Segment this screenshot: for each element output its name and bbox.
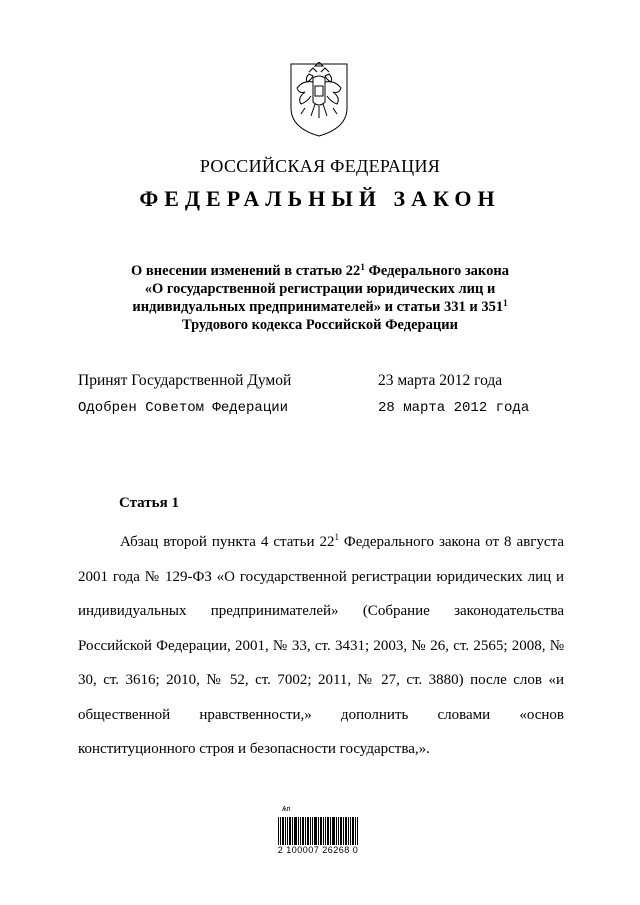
document-type-heading: ФЕДЕРАЛЬНЫЙ ЗАКОН	[139, 186, 501, 211]
article-1-text	[78, 525, 564, 767]
article-1-superscript: 1	[334, 532, 339, 542]
title-line-4: Трудового кодекса Российской Федерации	[182, 317, 458, 333]
double-headed-eagle-icon	[287, 62, 351, 138]
title-line-2: «О государственной регистрации юридических лиц и	[144, 281, 496, 297]
duma-adoption-date: 23 марта 2012 года	[378, 372, 503, 389]
duma-adoption-label: Принят Государственной Думой	[78, 372, 292, 389]
title-line-1: О внесении изменений в статью 22	[131, 263, 361, 279]
title-superscript-1: 1	[360, 262, 365, 272]
article-1-text-rest: Федерального закона от 8 августа 2001 года № 129-ФЗ «О государственной регистрации юридических лиц и индивидуальных предпринимателей» (Собрание законодательства Российской Федерации, 2001, № 33, ст. 3431; 2003, № 26, ст. 2565; 2008, № 30, ст. 3616; 2010, № 52, ст. 7002; 2011, № 27, ст. 3880) после слов «и общественной нравственности,» дополнить словами «основ конституционного строя и безопасности государства,».	[78, 534, 564, 757]
registration-stamp: Ѧп	[282, 806, 291, 813]
country-name: РОССИЙСКАЯ ФЕДЕРАЦИЯ	[199, 156, 441, 176]
barcode	[278, 817, 358, 845]
law-title	[100, 262, 540, 334]
title-line-3: индивидуальных предпринимателей» и статьи 331 и 351	[132, 299, 504, 315]
barcode-icon	[278, 817, 358, 845]
council-approval-label: Одобрен Советом Федерации	[78, 400, 289, 416]
coat-of-arms-emblem	[287, 62, 351, 138]
title-superscript-2: 1	[503, 298, 508, 308]
article-1-heading: Статья 1	[119, 495, 179, 511]
barcode-number: 2 100007 26268 0	[277, 845, 359, 855]
council-approval-date: 28 марта 2012 года	[378, 400, 530, 416]
title-line-1-end: Федерального закона	[364, 263, 509, 279]
article-1-text-start: Абзац второй пункта 4 статьи 22	[120, 534, 335, 550]
